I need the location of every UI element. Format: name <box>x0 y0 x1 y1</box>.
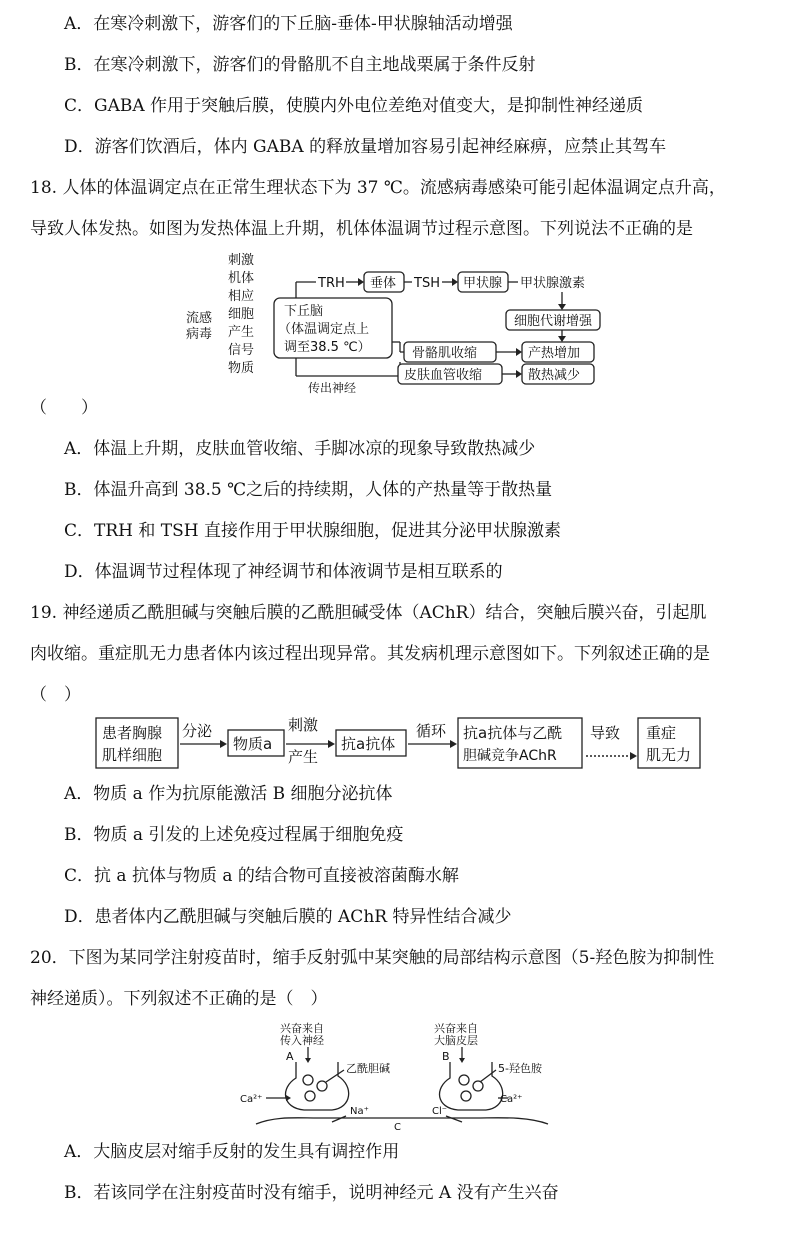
serotonin-label: 5-羟色胺 <box>498 1062 542 1075</box>
svg-text:垂体: 垂体 <box>370 276 397 291</box>
q18-option-c: C．TRH 和 TSH 直接作用于甲状腺细胞，促进其分泌甲状腺激素 <box>64 521 561 541</box>
q17-option-a: A．在寒冷刺激下，游客们的下丘脑-垂体-甲状腺轴活动增强 <box>64 14 513 34</box>
q19-option-b: B．物质 a 引发的上述免疫过程属于细胞免疫 <box>64 825 404 845</box>
label-c: C <box>394 1122 401 1133</box>
svg-text:细胞代谢增强: 细胞代谢增强 <box>514 314 593 329</box>
svg-text:胆碱竞争AChR: 胆碱竞争AChR <box>463 748 557 764</box>
q20-option-a: A．大脑皮层对缩手反射的发生具有调控作用 <box>64 1142 400 1162</box>
svg-text:细胞: 细胞 <box>228 307 255 322</box>
virus-label-2: 病毒 <box>186 327 213 342</box>
svg-text:调至38.5 ℃）: 调至38.5 ℃） <box>284 340 371 355</box>
q19-option-c: C．抗 a 抗体与物质 a 的结合物可直接被溶菌酶水解 <box>64 866 459 886</box>
svg-text:肌无力: 肌无力 <box>646 746 692 764</box>
stimulus-column <box>228 252 254 376</box>
q20-option-b: B．若该同学在注射疫苗时没有缩手，说明神经元 A 没有产生兴奋 <box>64 1183 559 1203</box>
svg-text:物质a: 物质a <box>233 735 273 753</box>
svg-text:兴奋来自: 兴奋来自 <box>434 1022 478 1035</box>
secrete-label: 分泌 <box>182 722 213 740</box>
presynaptic-terminal-b <box>440 1062 503 1110</box>
svg-text:TRH: TRH <box>318 276 345 291</box>
ca-right-label: Ca²⁺ <box>500 1094 523 1105</box>
cause-label: 导致 <box>590 724 621 742</box>
svg-text:产热增加: 产热增加 <box>528 346 581 361</box>
svg-text:兴奋来自: 兴奋来自 <box>280 1022 324 1035</box>
svg-text:大脑皮层: 大脑皮层 <box>434 1034 478 1047</box>
ca-left-label: Ca²⁺ <box>240 1094 263 1105</box>
svg-text:传入神经: 传入神经 <box>280 1034 324 1047</box>
q19-answer-paren: （ ） <box>30 685 81 705</box>
svg-text:甲状腺激素: 甲状腺激素 <box>520 276 586 291</box>
cl-label: Cl⁻ <box>432 1106 448 1117</box>
q18-answer-paren: （ ） <box>30 398 98 418</box>
q20-stem-line1: 20．下图为某同学注射疫苗时，缩手反射弧中某突触的局部结构示意图（5-羟色胺为抑制性 <box>30 948 715 968</box>
svg-text:皮肤血管收缩: 皮肤血管收缩 <box>404 368 483 383</box>
q17-option-d: D．游客们饮酒后，体内 GABA 的释放量增加容易引起神经麻痹，应禁止其驾车 <box>64 137 667 157</box>
svg-text:下丘脑: 下丘脑 <box>284 304 324 319</box>
na-label: Na⁺ <box>350 1106 369 1117</box>
svg-text:肌样细胞: 肌样细胞 <box>102 746 163 764</box>
q18-stem-line2: 导致人体发热。如图为发热体温上升期，机体体温调节过程示意图。下列说法不正确的是 <box>30 219 693 239</box>
q20-stem-line2: 神经递质）。下列叙述不正确的是（ ） <box>30 989 328 1009</box>
svg-text:抗a抗体: 抗a抗体 <box>341 735 396 753</box>
vesicles-a <box>303 1075 327 1101</box>
q18-thermoregulation-diagram <box>180 248 620 395</box>
q19-stem-line2: 肉收缩。重症肌无力患者体内该过程出现异常。其发病机理示意图如下。下列叙述正确的是 <box>30 644 710 664</box>
label-a: A <box>286 1050 294 1063</box>
circulate-label: 循环 <box>416 722 447 740</box>
label-b: B <box>442 1050 450 1063</box>
vesicles-b <box>459 1075 483 1101</box>
q17-option-b: B．在寒冷刺激下，游客们的骨骼肌不自主地战栗属于条件反射 <box>64 55 536 75</box>
svg-text:刺激: 刺激 <box>228 253 255 268</box>
svg-text:（体温调定点上: （体温调定点上 <box>278 322 370 337</box>
q19-option-a: A．物质 a 作为抗原能激活 B 细胞分泌抗体 <box>64 784 393 804</box>
svg-text:相应: 相应 <box>228 289 255 304</box>
produce-label: 产生 <box>288 748 319 766</box>
q17-option-c: C．GABA 作用于突触后膜，使膜内外电位差绝对值变大，是抑制性神经递质 <box>64 96 644 116</box>
svg-text:信号: 信号 <box>228 343 255 358</box>
q18-option-d: D．体温调节过程体现了神经调节和体液调节是相互联系的 <box>64 562 503 582</box>
postsynaptic-membrane-c <box>256 1118 548 1124</box>
svg-text:TSH: TSH <box>414 276 440 291</box>
stimulate-label: 刺激 <box>288 716 319 734</box>
svg-text:抗a抗体与乙酰: 抗a抗体与乙酰 <box>463 724 563 742</box>
svg-text:散热减少: 散热减少 <box>528 368 581 383</box>
q18-stem-line1: 18. 人体的体温调定点在正常生理状态下为 37 ℃。流感病毒感染可能引起体温调定点升高， <box>30 178 726 198</box>
q20-synapse-diagram <box>236 1020 566 1132</box>
svg-text:骨骼肌收缩: 骨骼肌收缩 <box>412 346 478 361</box>
virus-label-1: 流感 <box>186 311 213 326</box>
svg-text:患者胸腺: 患者胸腺 <box>102 724 163 742</box>
q18-option-a: A．体温上升期，皮肤血管收缩、手脚冰凉的现象导致散热减少 <box>64 439 536 459</box>
svg-text:重症: 重症 <box>646 724 677 742</box>
svg-text:甲状腺: 甲状腺 <box>463 276 503 291</box>
ach-label: 乙酰胆碱 <box>346 1062 390 1075</box>
svg-text:产生: 产生 <box>228 325 255 340</box>
efferent-label: 传出神经 <box>308 381 357 395</box>
q19-stem-line1: 19. 神经递质乙酰胆碱与突触后膜的乙酰胆碱受体（AChR）结合，突触后膜兴奋，引起肌 <box>30 603 707 623</box>
q18-option-b: B．体温升高到 38.5 ℃之后的持续期，人体的产热量等于散热量 <box>64 480 553 500</box>
svg-text:机体: 机体 <box>228 271 255 286</box>
svg-text:物质: 物质 <box>228 361 255 376</box>
q19-option-d: D．患者体内乙酰胆碱与突触后膜的 AChR 特异性结合减少 <box>64 907 512 927</box>
q19-mechanism-diagram <box>94 712 706 772</box>
